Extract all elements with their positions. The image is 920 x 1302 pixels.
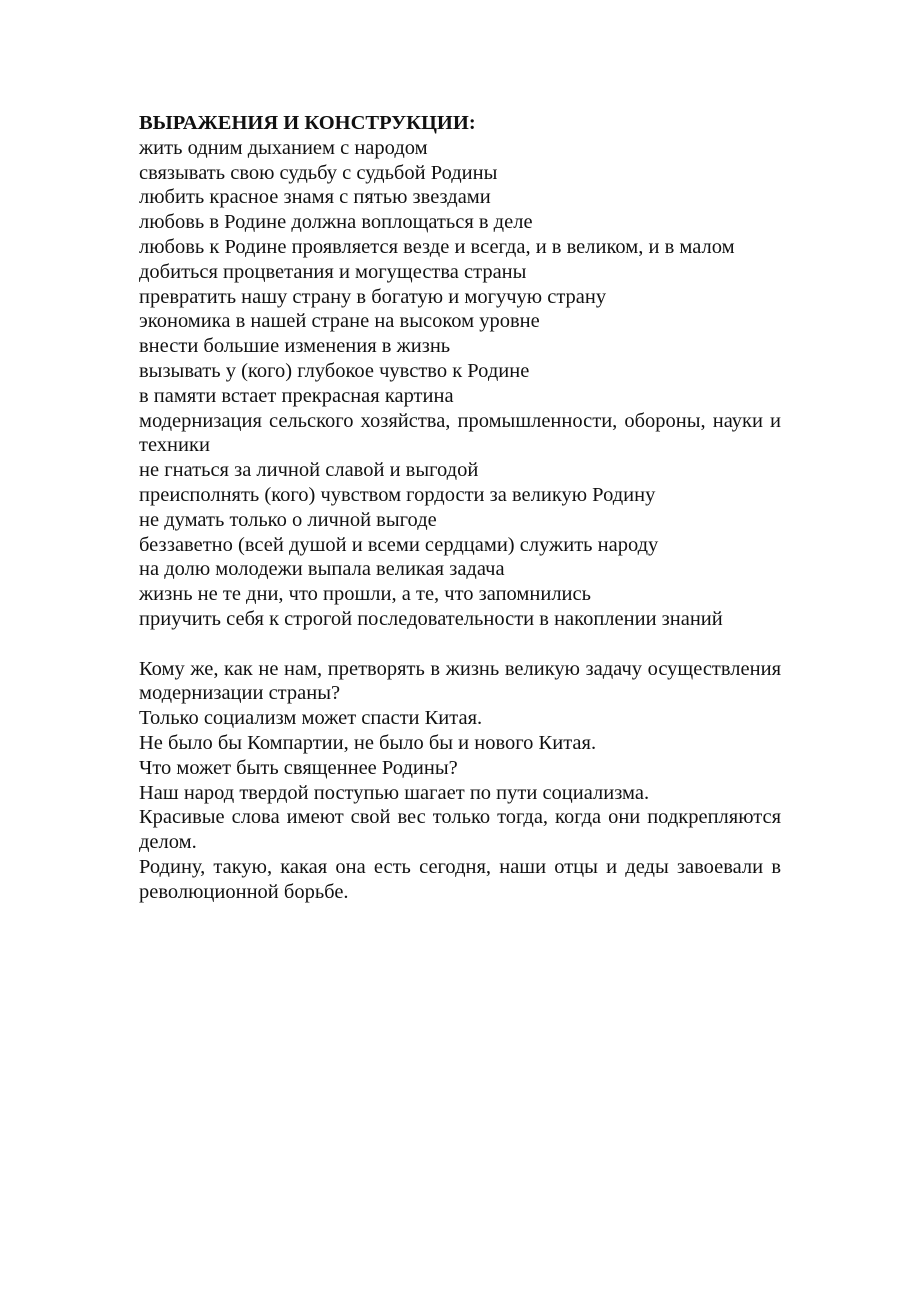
example-sentence: Что может быть священнее Родины? xyxy=(139,756,458,779)
section-heading: ВЫРАЖЕНИЯ И КОНСТРУКЦИИ: xyxy=(139,112,476,134)
example-sentence: Красивые слова имеют свой вес только тогда, когда они подкрепляются делом. xyxy=(139,806,781,854)
expression-item: жизнь не те дни, что прошли, а те, что запомнились xyxy=(139,583,591,606)
expression-item: превратить нашу страну в богатую и могучую страну xyxy=(139,285,607,308)
expression-item: вызывать у (кого) глубокое чувство к Родине xyxy=(139,359,530,382)
expression-item: любовь в Родине должна воплощаться в деле xyxy=(139,211,533,234)
expression-item: не гнаться за личной славой и выгодой xyxy=(139,459,479,482)
expression-item: экономика в нашей стране на высоком уровне xyxy=(139,310,540,333)
expression-item: любить красное знамя с пятью звездами xyxy=(139,186,491,209)
expression-item: беззаветно (всей душой и всеми сердцами) служить народу xyxy=(139,533,659,556)
expression-item: любовь к Родине проявляется везде и всегда, и в великом, и в малом xyxy=(139,235,735,258)
expression-item: приучить себя к строгой последовательности в накоплении знаний xyxy=(139,607,723,630)
expression-item: добиться процветания и могущества страны xyxy=(139,260,527,283)
example-sentence: Не было бы Компартии, не было бы и нового Китая. xyxy=(139,731,597,754)
expression-item: связывать свою судьбу с судьбой Родины xyxy=(139,161,498,184)
paragraph-gap xyxy=(139,632,781,657)
example-sentence: Наш народ твердой поступью шагает по пути социализма. xyxy=(139,781,650,804)
expressions-list xyxy=(139,136,781,632)
example-sentences-list xyxy=(139,657,781,905)
expression-item: внести большие изменения в жизнь xyxy=(139,335,451,358)
expression-item: модернизация сельского хозяйства, промышленности, обороны, науки и техники xyxy=(139,409,781,457)
document-content xyxy=(139,111,781,905)
example-sentence: Родину, такую, какая она есть сегодня, наши отцы и деды завоевали в революционной борьбе. xyxy=(139,855,781,903)
expression-item: преисполнять (кого) чувством гордости за великую Родину xyxy=(139,483,656,506)
expression-item: в памяти встает прекрасная картина xyxy=(139,384,454,407)
expression-item: не думать только о личной выгоде xyxy=(139,508,437,531)
expression-item: на долю молодежи выпала великая задача xyxy=(139,558,505,581)
example-sentence: Кому же, как не нам, претворять в жизнь великую задачу осуществления модернизации страны? xyxy=(139,657,781,705)
example-sentence: Только социализм может спасти Китая. xyxy=(139,707,483,730)
expression-item: жить одним дыханием с народом xyxy=(139,136,428,159)
